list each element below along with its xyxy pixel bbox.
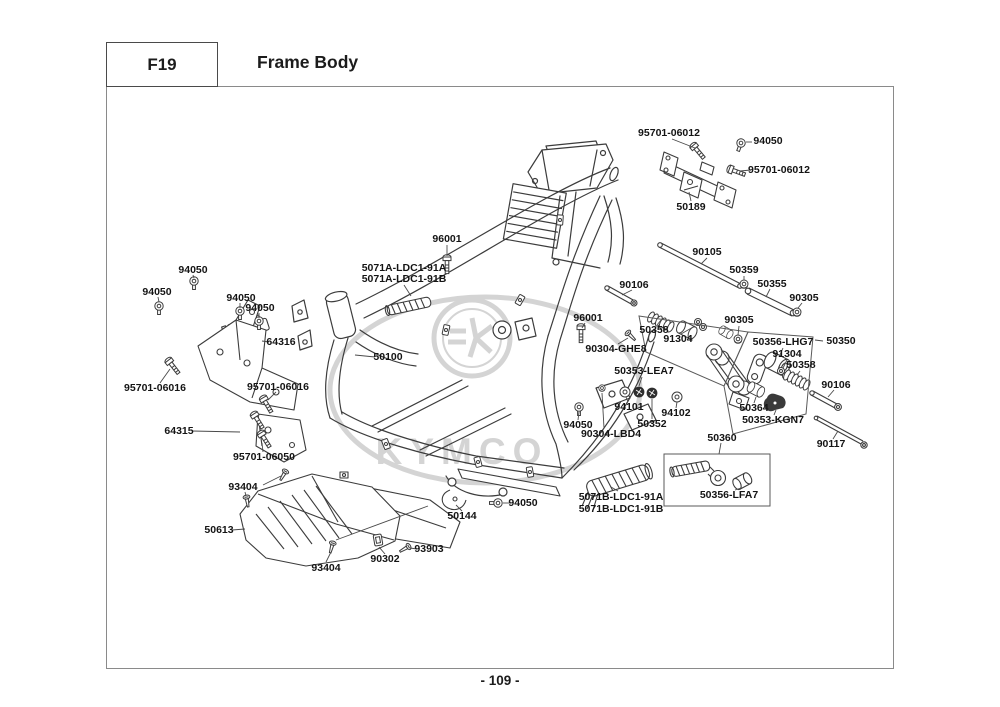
page-number: - 109 -: [480, 673, 520, 688]
section-code: F19: [147, 54, 177, 74]
part-label-64316: 64316: [266, 336, 296, 348]
part-label-5071B-91A: 5071B-LDC1-91A: [578, 491, 664, 503]
part-label-94050-c: 94050: [226, 292, 256, 304]
part-label-50364: 50364: [739, 402, 769, 414]
part-label-90305-r: 90305: [789, 292, 819, 304]
bracket-50189-drawing: [660, 152, 736, 208]
part-label-5071A-91A: 5071A-LDC1-91A: [361, 262, 447, 274]
part-label-90106-r: 90106: [821, 379, 851, 391]
part-label-94050-b: 94050: [142, 286, 172, 298]
washer-94101-icon: [620, 387, 630, 397]
part-label-90302: 90302: [370, 553, 400, 565]
page-title: Frame Body: [257, 52, 359, 72]
part-label-94050-d: 94050: [245, 302, 275, 314]
part-label-96001-b: 96001: [573, 312, 603, 324]
part-label-90106-l: 90106: [619, 279, 649, 291]
screw-93903-icon: [398, 543, 412, 555]
part-label-50352: 50352: [637, 418, 667, 430]
part-label-50350: 50350: [826, 335, 856, 347]
part-label-50356-LFA7: 50356-LFA7: [699, 489, 759, 501]
part-label-94050-tr: 94050: [753, 135, 783, 147]
part-label-50144: 50144: [447, 510, 477, 522]
part-label-50360: 50360: [707, 432, 737, 444]
part-label-91304-l: 91304: [663, 333, 693, 345]
watermark-text: KYMCO: [375, 431, 549, 472]
part-label-94102: 94102: [661, 407, 691, 419]
bolt-90304-LBD4-icon: [599, 385, 605, 392]
part-label-95701-06012-b: 95701-06012: [748, 164, 810, 176]
part-label-96001-a: 96001: [432, 233, 462, 245]
grommet-90302-icon: [373, 534, 383, 546]
part-label-93903: 93903: [414, 543, 444, 555]
section-code-box: [106, 42, 218, 87]
part-label-93404-a: 93404: [228, 481, 258, 493]
part-label-50100: 50100: [373, 351, 403, 363]
part-label-90105: 90105: [692, 246, 722, 258]
bolt-95701-06016-l-icon: [164, 356, 182, 376]
nut-94050-a-icon: [190, 277, 198, 290]
nut-94050-bot-icon: [490, 499, 503, 507]
nut-50359-icon: [740, 280, 748, 288]
bolt-96001-b-icon: [577, 324, 585, 343]
part-label-5071B-91B: 5071B-LDC1-91B: [578, 503, 664, 515]
part-label-95701-06050: 95701-06050: [233, 451, 295, 463]
part-label-90117: 90117: [816, 438, 846, 450]
part-label-94050-a: 94050: [178, 264, 208, 276]
nut-90305-m-icon: [734, 335, 742, 343]
part-label-50613: 50613: [204, 524, 234, 536]
part-label-95701-06016-r: 95701-06016: [247, 381, 309, 393]
part-label-90304-LBD4: 90304-LBD4: [580, 428, 642, 440]
washer-94102-icon: [672, 392, 682, 402]
screw-93404-a-icon: [278, 468, 290, 482]
part-label-94050-m: 94050: [563, 419, 593, 431]
bolt-96001-a-icon: [443, 255, 451, 274]
bolt-95701-06012-b-icon: [726, 164, 746, 178]
part-label-93404-b: 93404: [311, 562, 341, 574]
part-label-94050-bot: 94050: [508, 497, 538, 509]
part-label-50358-l: 50358: [639, 324, 669, 336]
nut-50353-LEA7-icon: [634, 387, 645, 398]
part-label-5071A-91B: 5071A-LDC1-91B: [361, 273, 447, 285]
kymco-watermark: [330, 297, 640, 483]
part-label-90304-GHE8: 90304-GHE8: [585, 343, 647, 355]
bracket-64315-64316-drawing: [198, 300, 306, 462]
bolt-90304-GHE8-icon: [624, 329, 637, 342]
part-label-50358-r: 50358: [786, 359, 816, 371]
part-label-91304-r: 91304: [772, 348, 802, 360]
part-label-50353-LEA7: 50353-LEA7: [614, 365, 674, 377]
part-label-94101: 94101: [614, 401, 644, 413]
part-label-50355: 50355: [757, 278, 787, 290]
part-label-50353-KGN7: 50353-KGN7: [742, 414, 804, 426]
part-label-50359: 50359: [729, 264, 759, 276]
part-label-95701-06016-l: 95701-06016: [124, 382, 186, 394]
part-label-90305-m: 90305: [724, 314, 754, 326]
nut-50352-icon: [647, 388, 658, 399]
part-label-50356-LHG7: 50356-LHG7: [752, 336, 814, 348]
bolt-95701-06012-a-icon: [689, 141, 707, 161]
nut-94050-b-icon: [155, 302, 163, 315]
nut-94050-tr-icon: [734, 138, 746, 153]
part-label-64315: 64315: [164, 425, 194, 437]
part-label-50189: 50189: [676, 201, 706, 213]
part-label-95701-06012-a: 95701-06012: [638, 127, 700, 139]
nut-90305-r-icon: [793, 308, 801, 316]
